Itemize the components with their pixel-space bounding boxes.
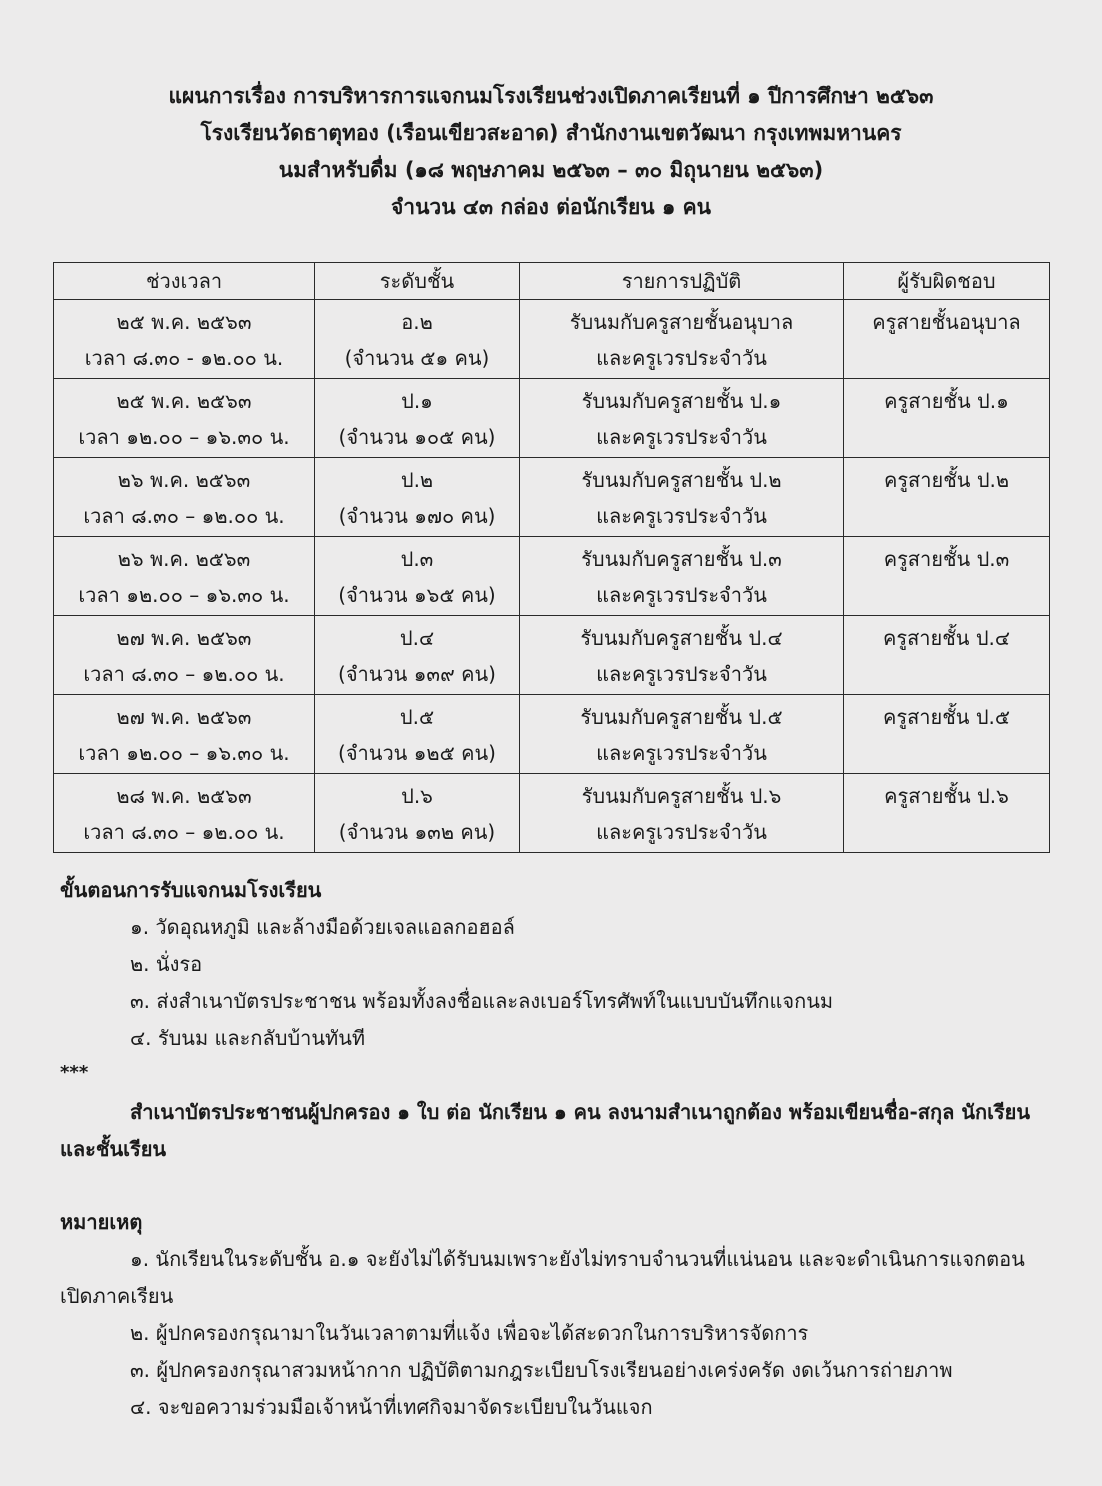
steps-title: ขั้นตอนการรับแจกนมโรงเรียน [60,878,322,902]
cell-action [520,300,844,379]
remarks-title: หมายเหตุ [60,1210,143,1234]
cell-action-action2: และครูเวรประจำวัน [596,820,767,844]
cell-owner [844,695,1050,774]
col-header-action: รายการปฏิบัติ [520,263,844,300]
cell-owner [844,616,1050,695]
cell-level-count: (จำนวน ๑๓๒ คน) [338,820,496,844]
cell-time [54,616,315,695]
stars-marker: *** [60,1062,89,1083]
cell-owner-owner: ครูสายชั้นอนุบาล [872,310,1021,334]
cell-owner [844,537,1050,616]
cell-action-action2: และครูเวรประจำวัน [596,346,767,370]
cell-time-date: ๒๖ พ.ค. ๒๕๖๓ [117,547,251,571]
cell-level-level: ป.๓ [400,547,434,571]
cell-time-time: เวลา ๑๒.๐๐ – ๑๖.๓๐ น. [78,425,290,449]
table-row [54,537,1050,616]
cell-action-action1: รับนมกับครูสายชั้น ป.๕ [580,705,783,729]
cell-owner [844,458,1050,537]
cell-level-count: (จำนวน ๕๑ คน) [344,346,490,370]
header-line-3: นมสำหรับดื่ม (๑๘ พฤษภาคม ๒๕๖๓ – ๓๐ มิถุนายน ๒๕๖๓) [278,158,824,182]
cell-owner-owner: ครูสายชั้น ป.๔ [882,626,1011,650]
remark-item: ๔. จะขอความร่วมมือเจ้าหน้าที่เทศกิจมาจัดระเบียบในวันแจก [130,1395,653,1419]
cell-level [315,379,520,458]
table-header-row [54,263,1050,300]
remarks-section [60,1204,1050,1426]
cell-level [315,774,520,853]
cell-action-action2: และครูเวรประจำวัน [596,662,767,686]
cell-owner-owner: ครูสายชั้น ป.๓ [883,547,1010,571]
cell-time-date: ๒๕ พ.ค. ๒๕๖๓ [116,389,252,413]
cell-level-count: (จำนวน ๑๐๕ คน) [338,425,496,449]
cell-owner-owner: ครูสายชั้น ป.๖ [884,784,1009,808]
cell-action-action1: รับนมกับครูสายชั้น ป.๓ [581,547,782,571]
cell-time-date: ๒๖ พ.ค. ๒๕๖๓ [117,468,251,492]
cell-time-time: เวลา ๑๒.๐๐ – ๑๖.๓๐ น. [78,583,290,607]
cell-action-action2: และครูเวรประจำวัน [596,425,767,449]
cell-owner-owner: ครูสายชั้น ป.๕ [882,705,1011,729]
cell-level-count: (จำนวน ๑๓๙ คน) [338,662,496,686]
cell-time-time: เวลา ๘.๓๐ - ๑๒.๐๐ น. [84,346,284,370]
cell-time-date: ๒๕ พ.ค. ๒๕๖๓ [116,310,252,334]
cell-action-action1: รับนมกับครูสายชั้น ป.๔ [580,626,783,650]
cell-action-action2: และครูเวรประจำวัน [596,504,767,528]
cell-time-date: ๒๗ พ.ค. ๒๕๖๓ [116,626,252,650]
cell-level-level: ป.๖ [401,784,433,808]
cell-action-action2: และครูเวรประจำวัน [596,583,767,607]
table-row [54,300,1050,379]
cell-level [315,616,520,695]
cell-time-time: เวลา ๘.๓๐ – ๑๒.๐๐ น. [83,504,285,528]
header-line-1: แผนการเรื่อง การบริหารการแจกนมโรงเรียนช่วงเปิดภาคเรียนที่ ๑ ปีการศึกษา ๒๕๖๓ [168,84,934,108]
header-line-4: จำนวน ๔๓ กล่อง ต่อนักเรียน ๑ คน [390,195,712,219]
cell-action [520,379,844,458]
cell-time [54,300,315,379]
cell-level [315,537,520,616]
cell-time [54,695,315,774]
table-row [54,695,1050,774]
cell-level [315,458,520,537]
header-line-2: โรงเรียนวัดธาตุทอง (เรือนเขียวสะอาด) สำนักงานเขตวัฒนา กรุงเทพมหานคร [200,121,902,145]
table-row [54,458,1050,537]
steps-section [60,872,1050,1057]
cell-owner-owner: ครูสายชั้น ป.๒ [883,468,1010,492]
cell-time-date: ๒๗ พ.ค. ๒๕๖๓ [116,705,252,729]
cell-owner-owner: ครูสายชั้น ป.๑ [884,389,1009,413]
cell-level-count: (จำนวน ๑๒๕ คน) [338,741,496,765]
step-item: ๓. ส่งสำเนาบัตรประชาชน พร้อมทั้งลงชื่อและลงเบอร์โทรศัพท์ในแบบบันทึกแจกนม [130,989,834,1013]
cell-time [54,379,315,458]
remark-item: ๑. นักเรียนในระดับชั้น อ.๑ จะยังไม่ได้รับนมเพราะยังไม่ทราบจำนวนที่แน่นอน และจะดำเนินการแจกตอนเปิดภาคเรียน [60,1247,1025,1308]
cell-action-action1: รับนมกับครูสายชั้น ป.๑ [581,389,782,413]
cell-owner [844,774,1050,853]
document-header [0,78,1102,226]
col-header-level: ระดับชั้น [315,263,520,300]
table-row [54,616,1050,695]
cell-action-action2: และครูเวรประจำวัน [596,741,767,765]
cell-level-level: ป.๑ [401,389,433,413]
col-header-time: ช่วงเวลา [54,263,315,300]
cell-level [315,300,520,379]
cell-action-action1: รับนมกับครูสายชั้น ป.๖ [581,784,782,808]
cell-level-level: ป.๔ [399,626,435,650]
id-card-note: สำเนาบัตรประชาชนผู้ปกครอง ๑ ใบ ต่อ นักเรียน ๑ คน ลงนามสำเนาถูกต้อง พร้อมเขียนชื่อ-สกุล นักเรียน และชั้นเรียน [60,1100,1031,1161]
cell-owner [844,379,1050,458]
cell-level-level: ป.๕ [399,705,435,729]
col-header-owner: ผู้รับผิดชอบ [844,263,1050,300]
step-item: ๔. รับนม และกลับบ้านทันที [130,1026,366,1050]
cell-level-level: อ.๒ [401,310,433,334]
cell-time [54,537,315,616]
cell-time [54,458,315,537]
cell-level [315,695,520,774]
cell-level-count: (จำนวน ๑๖๕ คน) [338,583,496,607]
cell-action [520,695,844,774]
table-row [54,774,1050,853]
cell-owner [844,300,1050,379]
cell-action [520,616,844,695]
cell-time-time: เวลา ๘.๓๐ – ๑๒.๐๐ น. [83,662,285,686]
schedule-table [53,262,1050,853]
remark-item: ๒. ผู้ปกครองกรุณามาในวันเวลาตามที่แจ้ง เพื่อจะได้สะดวกในการบริหารจัดการ [130,1321,809,1345]
cell-action-action1: รับนมกับครูสายชั้น ป.๒ [581,468,782,492]
cell-action [520,774,844,853]
cell-action [520,458,844,537]
cell-time-date: ๒๘ พ.ค. ๒๕๖๓ [116,784,252,808]
cell-level-level: ป.๒ [400,468,434,492]
cell-time-time: เวลา ๑๒.๐๐ – ๑๖.๓๐ น. [78,741,290,765]
table-row [54,379,1050,458]
step-item: ๒. นั่งรอ [130,952,203,976]
remark-item: ๓. ผู้ปกครองกรุณาสวมหน้ากาก ปฏิบัติตามกฎระเบียบโรงเรียนอย่างเคร่งครัด งดเว้นการถ่ายภาพ [130,1358,953,1382]
cell-time [54,774,315,853]
cell-action-action1: รับนมกับครูสายชั้นอนุบาล [569,310,794,334]
cell-action [520,537,844,616]
step-item: ๑. วัดอุณหภูมิ และล้างมือด้วยเจลแอลกอฮอล์ [130,915,515,939]
cell-time-time: เวลา ๘.๓๐ – ๑๒.๐๐ น. [83,820,285,844]
cell-level-count: (จำนวน ๑๗๐ คน) [338,504,496,528]
